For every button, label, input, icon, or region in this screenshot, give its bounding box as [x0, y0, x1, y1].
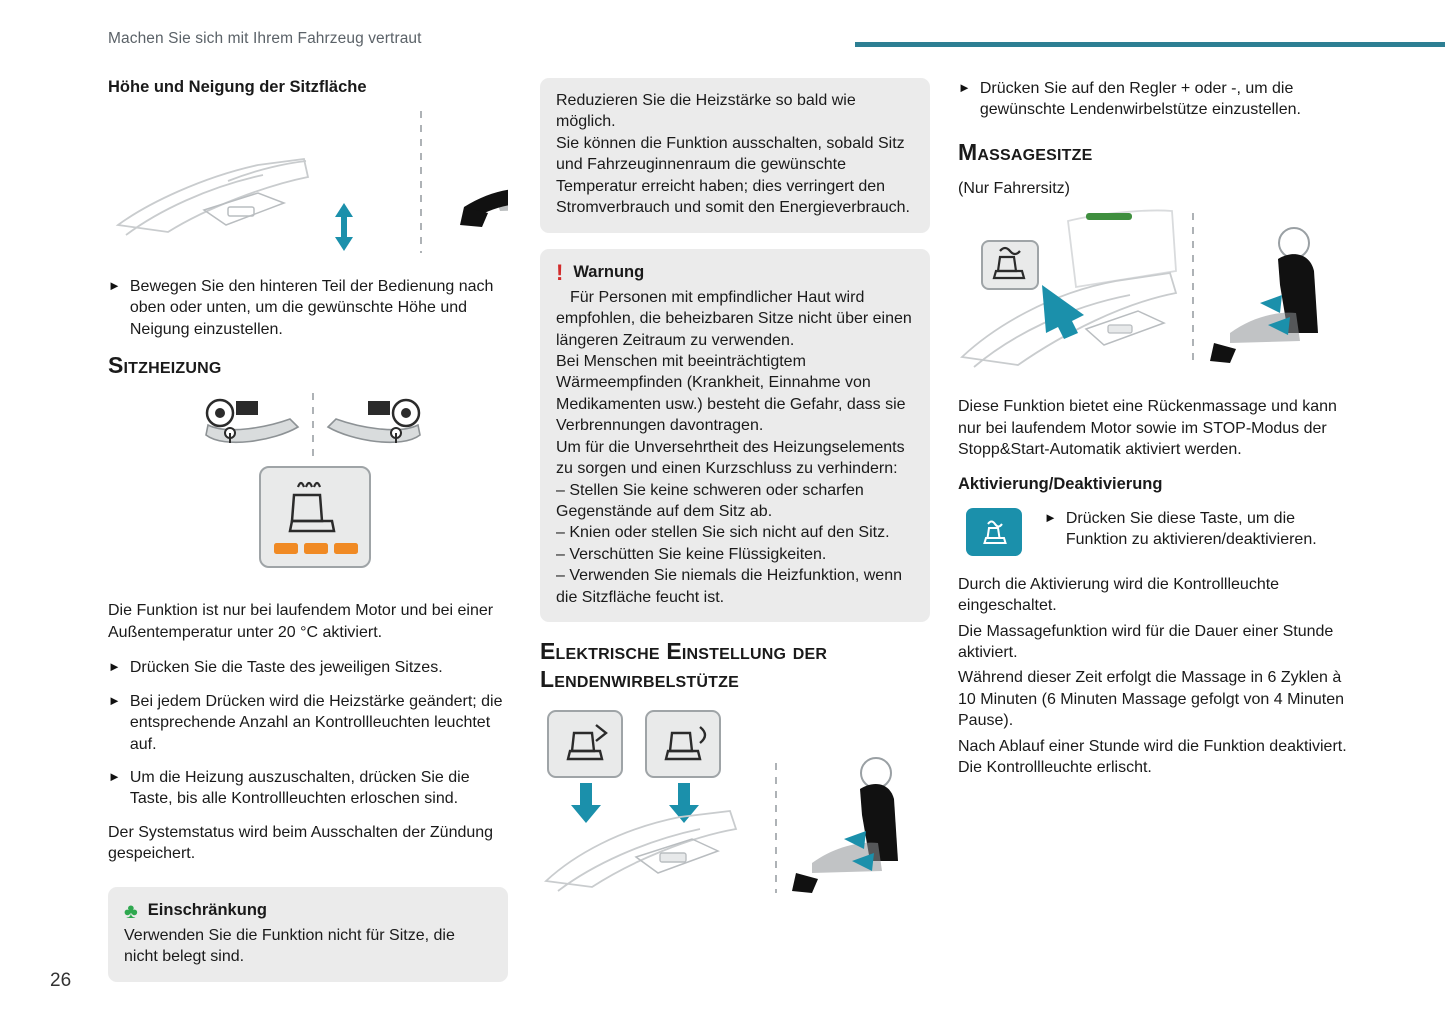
bullet-text: Bei jedem Drücken wird die Heizstärke geändert; die entsprechende Anzahl an Kontrollleuchten leuchtet auf.: [129, 692, 503, 753]
para-activation-3: Während dieser Zeit erfolgt die Massage in 6 Zyklen à 10 Minuten (6 Minuten Massage gefolgt von 4 Minuten Pause).: [958, 669, 1345, 730]
para-massage-description: Diese Funktion bietet eine Rückenmassage und kann nur bei laufendem Motor sowie im STOP-Modus der Stopp&Start-Automatik aktiviert werden.: [958, 398, 1337, 459]
column-two: [540, 78, 930, 914]
tip-line-1: Reduzieren Sie die Heizstärke so bald wie möglich.: [556, 92, 856, 131]
arrow-to-seat-control: [1042, 285, 1084, 339]
heading-seat-heating: Sitzheizung: [108, 352, 222, 379]
seat-heating-button-icon: [260, 467, 370, 567]
note-text: Verwenden Sie die Funktion nicht für Sitze, die nicht belegt sind.: [124, 926, 455, 966]
bullet-arrow-icon: ►: [1044, 509, 1057, 525]
heading-massage-seats: Massagesitze: [958, 138, 1093, 165]
lumbar-illustration: [540, 705, 930, 895]
note-title: Einschränkung: [147, 900, 267, 919]
warning-header: [556, 259, 914, 285]
para-activation-4: Nach Ablauf einer Stunde wird die Funktion deaktiviert. Die Kontrollleuchte erlischt.: [958, 737, 1347, 777]
lumbar-button-2: [646, 711, 720, 777]
teal-wedge-1: [1260, 295, 1282, 313]
right-control-group: [328, 400, 420, 443]
bullet-text: Bewegen Sie den hinteren Teil der Bedienung nach oben oder unten, um die gewünschte Höhe und Neigung einzustellen.: [129, 278, 494, 338]
figure-seat-height-tilt: [108, 107, 508, 262]
bullet-activate: [1044, 508, 1358, 551]
leaf-icon: ♣: [124, 899, 138, 923]
warning-para-3: Um für die Unversehrtheit des Heizungselements zu sorgen und einen Kurzschluss zu verhindern:: [556, 438, 905, 478]
activation-row: [966, 508, 1358, 556]
massage-illustration: [958, 207, 1358, 377]
para-activation-2: Die Massagefunktion wird für die Dauer einer Stunde aktiviert.: [958, 622, 1334, 661]
warning-title: Warnung: [573, 262, 645, 281]
note-header: [124, 901, 492, 923]
massage-seat-glyph: [977, 517, 1011, 547]
left-control-group: [206, 400, 298, 443]
lumbar-button-1: [548, 711, 622, 777]
header-rule: [855, 42, 1445, 47]
box-energy-tip: [540, 78, 930, 233]
figure-seat-heating-buttons: [108, 391, 508, 586]
bullet-text: Drücken Sie diese Taste, um die Funktion zu aktivieren/deaktivieren.: [1065, 509, 1317, 549]
bullet-arrow-icon: ►: [958, 80, 971, 95]
para-status-memory: Der Systemstatus wird beim Ausschalten der Zündung gespeichert.: [108, 823, 494, 863]
bullet-text: Drücken Sie auf den Regler + oder -, um die gewünschte Lendenwirbelstütze einzustellen.: [979, 80, 1301, 119]
bullet-arrow-icon: ►: [108, 278, 121, 293]
warning-para-1: Für Personen mit empfindlicher Haut wird empfohlen, die beheizbaren Sitze nicht über einen längeren Zeitraum zu verwenden.: [556, 288, 912, 349]
note-restriction: [108, 887, 508, 982]
column-one: [108, 78, 508, 998]
column-three: [958, 78, 1358, 793]
figure-lumbar-support: [540, 705, 930, 900]
bullet-text: Um die Heizung auszuschalten, drücken Sie die Taste, bis alle Kontrollleuchten erloschen sind.: [129, 768, 470, 808]
para-activation-1: Durch die Aktivierung wird die Kontrollleuchte eingeschaltet.: [958, 575, 1280, 615]
massage-button-icon[interactable]: [966, 508, 1022, 556]
seat-heating-illustration: [108, 391, 508, 581]
warning-icon: !: [556, 259, 564, 285]
heading-lumbar-support: Elektrische Einstellung der Lendenwirbelstütze: [540, 638, 828, 692]
heading-seat-height: Höhe und Neigung der Sitzfläche: [108, 78, 367, 96]
para-driver-seat-only: (Nur Fahrersitz): [958, 179, 1071, 197]
box-warning: [540, 249, 930, 623]
bullet-press-button: [108, 657, 508, 678]
arrow-down-left: [571, 783, 601, 823]
para-heating-condition: Die Funktion ist nur bei laufendem Motor und bei einer Außentemperatur unter 20 °C aktiviert.: [108, 602, 494, 641]
warning-dash-1: – Stellen Sie keine schweren oder scharfen Gegenstände auf dem Sitz ab.: [556, 481, 864, 520]
header-title: Machen Sie sich mit Ihrem Fahrzeug vertraut: [108, 30, 422, 47]
bullet-arrow-icon: ►: [108, 659, 121, 675]
bullet-text: Drücken Sie die Taste des jeweiligen Sitzes.: [129, 659, 443, 677]
figure-massage-seat: [958, 207, 1358, 382]
warning-dash-4: – Verwenden Sie niemals die Heizfunktion, wenn die Sitzfläche feucht ist.: [556, 567, 902, 606]
bullet-seat-height: [108, 276, 508, 340]
page-number: 26: [50, 970, 72, 991]
bullet-arrow-icon: ►: [108, 768, 121, 784]
bullet-heat-level: [108, 691, 508, 755]
bullet-lumbar-adjust: [958, 78, 1358, 121]
page-header: [0, 30, 1445, 60]
massage-button-on-seat: [982, 241, 1038, 289]
bullet-switch-off: [108, 767, 508, 810]
bullet-arrow-icon: ►: [108, 692, 121, 708]
tip-line-2: Sie können die Funktion ausschalten, sobald Sitz und Fahrzeuginnenraum die gewünschte Temperatur erreicht haben; dies verringert den Stromverbrauch und somit den Energieverbrauch.: [556, 134, 910, 217]
heading-activation: Aktivierung/Deaktivierung: [958, 474, 1163, 493]
seat-height-illustration: [108, 107, 508, 257]
warning-dash-2: – Knien oder stellen Sie sich nicht auf den Sitz.: [556, 524, 890, 542]
warning-para-2: Bei Menschen mit beeinträchtigtem Wärmeempfinden (Krankheit, Einnahme von Medikamenten usw.) besteht die Gefahr, dass sie Verbrennungen davontragen.: [556, 352, 906, 435]
warning-dash-3: – Verschütten Sie keine Flüssigkeiten.: [556, 545, 827, 563]
